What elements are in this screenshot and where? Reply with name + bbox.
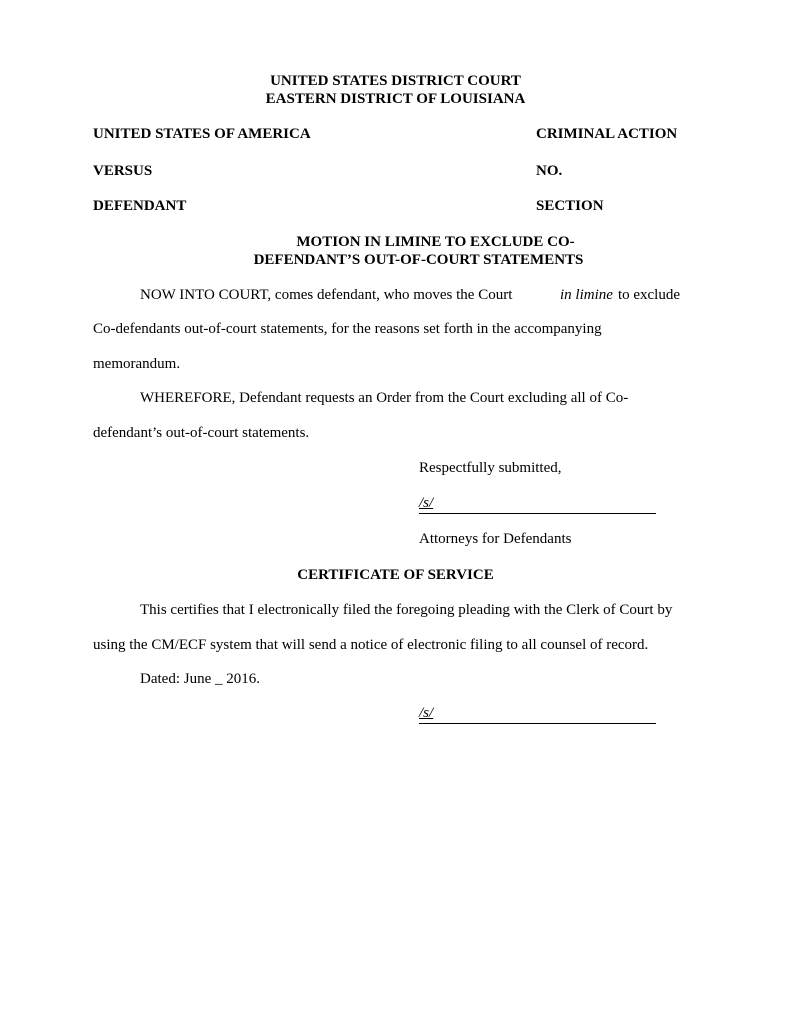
certificate-signature-line <box>419 703 656 724</box>
caption-action: CRIMINAL ACTION <box>536 126 678 142</box>
motion-title-line2: DEFENDANT’S OUT-OF-COURT STATEMENTS <box>253 252 584 268</box>
signature-line <box>419 493 656 514</box>
certificate-line1: This certifies that I electronically filed the foregoing pleading with the Clerk of Court by <box>140 602 673 618</box>
certificate-title: CERTIFICATE OF SERVICE <box>297 567 494 583</box>
para1-line3: memorandum. <box>93 356 181 372</box>
court-name: UNITED STATES DISTRICT COURT <box>270 73 521 89</box>
closing-text: Respectfully submitted, <box>419 460 562 476</box>
para1-line1-tail <box>560 286 680 304</box>
in-limine-text: in limine <box>560 287 613 303</box>
para2-line1: WHEREFORE, Defendant requests an Order from the Court excluding all of Co- <box>140 390 629 406</box>
certificate-line2: using the CM/ECF system that will send a notice of electronic filing to all counsel of record. <box>93 637 649 653</box>
para1-line1-end: to exclude <box>617 287 680 303</box>
caption-versus: VERSUS <box>93 163 153 179</box>
caption-party: UNITED STATES OF AMERICA <box>93 126 311 142</box>
caption-defendant: DEFENDANT <box>93 198 187 214</box>
para1-line1-start: NOW INTO COURT, comes defendant, who moves the Court <box>140 287 513 303</box>
para1-line1 <box>140 286 680 304</box>
caption-section: SECTION <box>536 198 604 214</box>
dated-text: Dated: June _ 2016. <box>140 671 260 687</box>
certificate-signature-mark: /s/ <box>419 705 434 721</box>
signature-mark: /s/ <box>419 495 434 511</box>
para2-line2: defendant’s out-of-court statements. <box>93 425 310 441</box>
caption-number: NO. <box>536 163 563 179</box>
para1-line2: Co-defendants out-of-court statements, for the reasons set forth in the accompanying <box>93 321 602 337</box>
attorneys-label: Attorneys for Defendants <box>419 531 572 547</box>
court-district: EASTERN DISTRICT OF LOUISIANA <box>265 91 526 107</box>
motion-title-line1: MOTION IN LIMINE TO EXCLUDE CO- <box>296 234 575 250</box>
